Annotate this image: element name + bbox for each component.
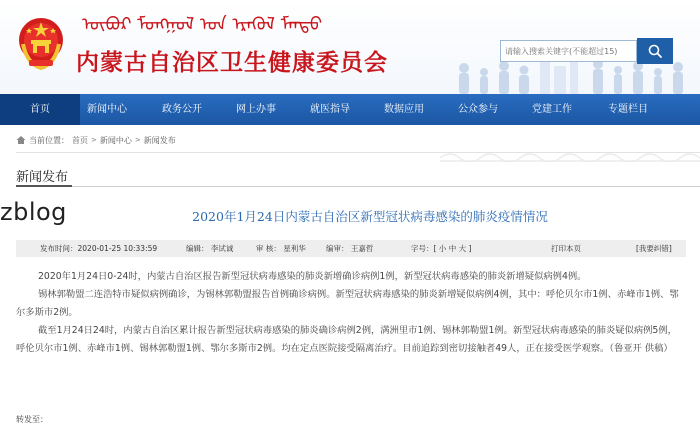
search-button[interactable] [637,38,673,64]
watermark-text: zblog [0,198,67,226]
article-title: 2020年1月24日内蒙古自治区新型冠状病毒感染的肺炎疫情情况 [192,209,548,224]
nav-item-online-services[interactable]: 网上办事 [236,104,276,115]
nav-item-gov-affairs[interactable]: 政务公开 [162,104,202,115]
publish-time: 发布时间：2020-01-25 10:33:59 [40,244,158,253]
breadcrumb [16,133,176,147]
reviewer: 审 核： 星利华 [256,244,306,253]
article-paragraph: 2020年1月24日0-24时，内蒙古自治区报告新型冠状病毒感染的肺炎新增确诊病例1例，新型冠状病毒感染的肺炎新增疑似病例4例。 [38,271,587,282]
editor: 编辑： 李试诚 [186,244,234,253]
article-paragraph: 截至1月24日24时，内蒙古自治区累计报告新型冠状病毒感染的肺炎确诊病例2例，满洲里市1例、锡林郭勒盟1例。新型冠状病毒感染的肺炎疑似病例5例，呼伦贝尔市1例、赤峰市1例、锡林郭勒盟1例、鄂尔多斯市2例。均在定点医院接受隔离治疗。目前追踪到密切接触者49人，正在接受医学观察。（鲁亚开 供稿） [16,325,677,354]
article-paragraph: 锡林郭勒盟二连浩特市疑似病例确诊，为锡林郭勒盟报告首例确诊病例。新型冠状病毒感染的肺炎新增疑似病例4例，其中：呼伦贝尔市1例、赤峰市1例、鄂尔多斯市2例。 [16,289,679,318]
nav-item-party[interactable]: 党建工作 [532,104,572,115]
article-body [16,268,682,358]
section-divider-accent [16,185,72,187]
site-title: 内蒙古自治区卫生健康委员会 [76,49,388,76]
nav-item-data[interactable]: 数据应用 [384,104,424,115]
breadcrumb-home[interactable]: 首页 [72,135,88,145]
header-banner [0,0,700,94]
breadcrumb-news-release[interactable]: 新闻发布 [143,135,176,145]
signer: 编审： 王嘉哲 [326,244,374,253]
font-size-selector[interactable]: 字号：[ 小 中 大 ] [411,244,472,253]
breadcrumb-prefix: 当前位置： [29,135,69,145]
breadcrumb-separator: > [134,136,141,144]
section-title: 新闻发布 [16,170,69,185]
national-emblem-icon [17,14,65,72]
nav-item-special[interactable]: 专题栏目 [608,104,648,115]
section-divider [16,186,700,187]
decorative-pattern [440,148,700,162]
nav-item-home[interactable]: 首页 [0,94,80,125]
article-info-bar [16,240,686,257]
nav-item-medical-guide[interactable]: 就医指导 [310,104,350,115]
report-error-link[interactable]: [我要纠错] [636,244,672,253]
nav-item-public[interactable]: 公众参与 [458,104,498,115]
main-nav [0,94,700,125]
home-icon [16,135,26,145]
nav-item-news[interactable]: 新闻中心 [87,104,127,115]
share-label: 转发至： [16,415,48,424]
print-page-link[interactable]: 打印本页 [551,244,581,253]
search-input[interactable] [500,40,637,62]
mongolian-script-title [80,8,380,40]
svg-text:ᠥᠪᠦᠷ ᠮᠣᠩᠭᠣᠯ ᠤᠨ ᠡᠷᠡᠭᠦᠯ ᠮᠡᠨᠳᠦ: ᠥᠪᠦᠷ ᠮᠣᠩᠭᠣᠯ ᠤᠨ ᠡᠷᠡᠭᠦᠯ ᠮᠡᠨᠳᠦ [82,14,323,35]
breadcrumb-news[interactable]: 新闻中心 [99,135,132,145]
search-icon [648,44,662,58]
breadcrumb-separator: > [91,136,97,144]
